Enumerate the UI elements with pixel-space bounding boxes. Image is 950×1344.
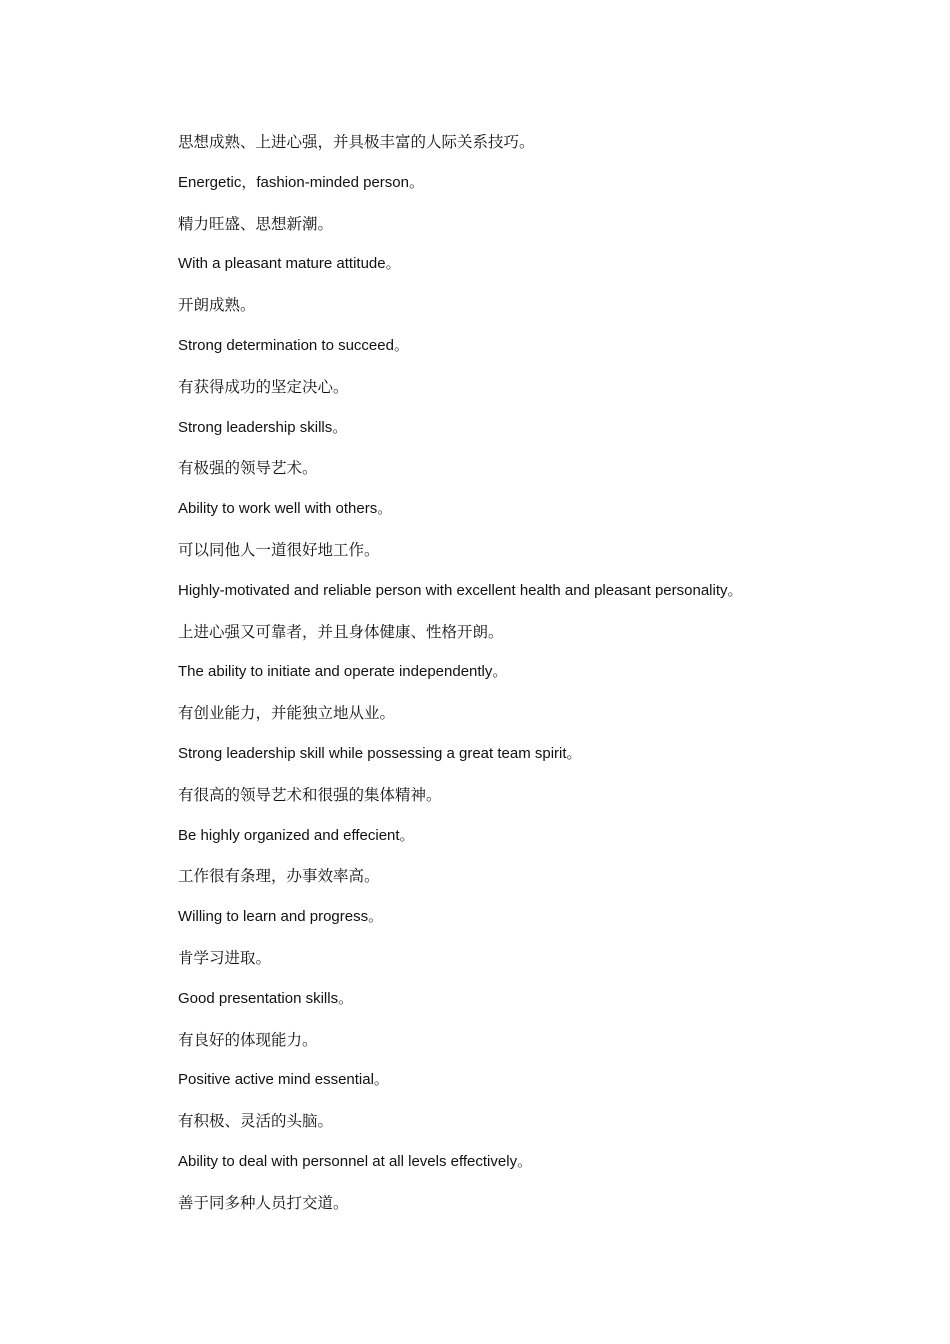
text-line: 上进心强又可靠者，并且身体健康、性格开朗。	[178, 622, 504, 641]
text-line: 有创业能力，并能独立地从业。	[178, 704, 396, 723]
document-body	[178, 128, 878, 1230]
text-line: Strong leadership skills。	[178, 418, 348, 436]
text-line: Ability to work well with others。	[178, 500, 393, 518]
text-line: Good presentation skills。	[178, 989, 354, 1007]
text-line: Positive active mind essential。	[178, 1071, 389, 1089]
text-line: 有获得成功的坚定决心。	[178, 377, 349, 396]
text-line: Highly-motivated and reliable person with excellent health and pleasant personality。	[178, 581, 743, 599]
text-line: 开朗成熟。	[178, 296, 256, 315]
text-line: 有良好的体现能力。	[178, 1030, 318, 1049]
text-line: 有积极、灵活的头脑。	[178, 1112, 334, 1131]
text-line: 精力旺盛、思想新潮。	[178, 214, 334, 233]
text-line: 有很高的领导艺术和很强的集体精神。	[178, 785, 442, 804]
text-line: With a pleasant mature attitude。	[178, 255, 401, 273]
text-line: 工作很有条理，办事效率高。	[178, 867, 380, 886]
text-line: The ability to initiate and operate independently。	[178, 663, 508, 681]
text-line: 肯学习进取。	[178, 948, 272, 967]
text-line: 有极强的领导艺术。	[178, 459, 318, 478]
text-line: Be highly organized and effecient。	[178, 826, 415, 844]
text-line: Ability to deal with personnel at all levels effectively。	[178, 1152, 533, 1170]
text-line: 可以同他人一道很好地工作。	[178, 540, 380, 559]
text-line: 善于同多种人员打交道。	[178, 1193, 349, 1212]
text-line: Energetic，fashion-minded person。	[178, 173, 424, 191]
text-line: Willing to learn and progress。	[178, 908, 384, 926]
text-line: Strong leadership skill while possessing a great team spirit。	[178, 744, 582, 762]
text-line: 思想成熟、上进心强，并具极丰富的人际关系技巧。	[178, 133, 535, 151]
text-line: Strong determination to succeed。	[178, 336, 409, 354]
